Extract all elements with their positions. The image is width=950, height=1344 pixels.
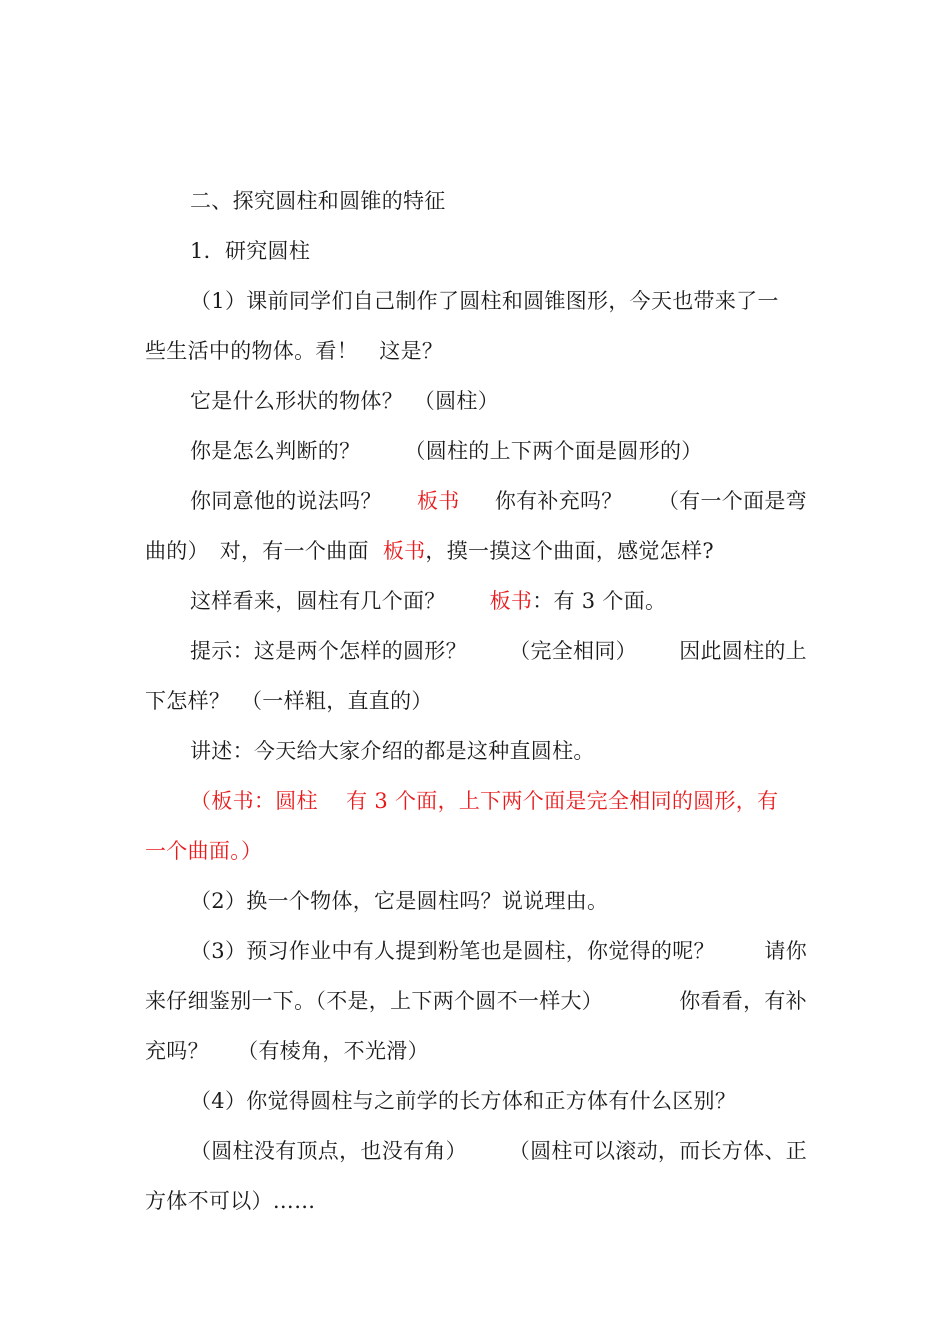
lecture-text: 讲述：今天给大家介绍的都是这种直圆柱。 — [190, 739, 595, 763]
paragraph-4: （4）你觉得圆柱与之前学的长方体和正方体有什么区别？ — [190, 1089, 737, 1113]
paragraph-3-line-1 — [145, 926, 807, 976]
question-shape: 它是什么形状的物体？ （圆柱） — [190, 389, 499, 413]
section-heading: 二、探究圆柱和圆锥的特征 — [190, 189, 446, 213]
question-supplement-text: 你有补充吗？ — [494, 489, 623, 513]
board-summary-line-1: （板书：圆柱 有 3 个面，上下两个面是完全相同的圆形，有 — [190, 789, 779, 813]
hint-line-1 — [145, 626, 807, 676]
paragraph-1-line-1: （1）课前同学们自己制作了圆柱和圆锥图形，今天也带来了一 — [190, 289, 779, 313]
question-agree-line-1 — [145, 476, 807, 526]
question-judge-text: 你是怎么判断的？ — [190, 439, 361, 463]
hint-text: 提示：这是两个怎样的圆形？ — [190, 639, 467, 663]
answer-vertex: （圆柱没有顶点，也没有角） — [190, 1139, 467, 1163]
paragraph-3-line-3: 充吗？ （有棱角，不光滑） — [145, 1039, 429, 1063]
question-faces-text: 这样看来，圆柱有几个面？ — [190, 589, 446, 613]
question-supplement-answer: （有一个面是弯 — [657, 489, 807, 513]
question-faces — [145, 576, 807, 626]
board-note: 板书 — [489, 589, 533, 613]
paragraph-3-supplement: 你看看，有补 — [679, 989, 807, 1013]
answers-line-1 — [145, 1126, 807, 1176]
board-summary-line-2: 一个曲面。） — [145, 839, 263, 863]
document-body — [145, 176, 807, 1226]
question-judge — [145, 426, 807, 476]
hint-line-2: 下怎样？ （一样粗，直直的） — [145, 689, 433, 713]
answers-line-2: 方体不可以）…… — [145, 1189, 316, 1213]
paragraph-3-identify: 来仔细鉴别一下。（不是，上下两个圆不一样大） — [145, 989, 604, 1013]
curved-face-text: 曲的） 对，有一个曲面 — [145, 539, 369, 563]
paragraph-1-line-2: 些生活中的物体。看！ 这是？ — [145, 339, 444, 363]
paragraph-3-line-2 — [145, 976, 807, 1026]
hint-follow-up: 因此圆柱的上 — [679, 639, 807, 663]
faces-count-text: ：有 3 个面。 — [532, 589, 667, 613]
paragraph-3-text: （3）预习作业中有人提到粉笔也是圆柱，你觉得的呢？ — [190, 939, 715, 963]
question-agree-text: 你同意他的说法吗？ — [190, 489, 382, 513]
question-agree-line-2 — [145, 526, 807, 576]
subsection-heading: 1．研究圆柱 — [190, 239, 311, 263]
board-note: 板书 — [416, 489, 460, 513]
board-note: 板书 — [382, 539, 426, 563]
paragraph-3-request: 请你 — [764, 939, 807, 963]
paragraph-2: （2）换一个物体，它是圆柱吗？说说理由。 — [190, 889, 609, 913]
answer-roll: （圆柱可以滚动，而长方体、正 — [508, 1139, 807, 1163]
touch-surface-text: ，摸一摸这个曲面，感觉怎样? — [425, 539, 714, 563]
hint-answer: （完全相同） — [509, 639, 637, 663]
question-judge-answer: （圆柱的上下两个面是圆形的） — [404, 439, 703, 463]
